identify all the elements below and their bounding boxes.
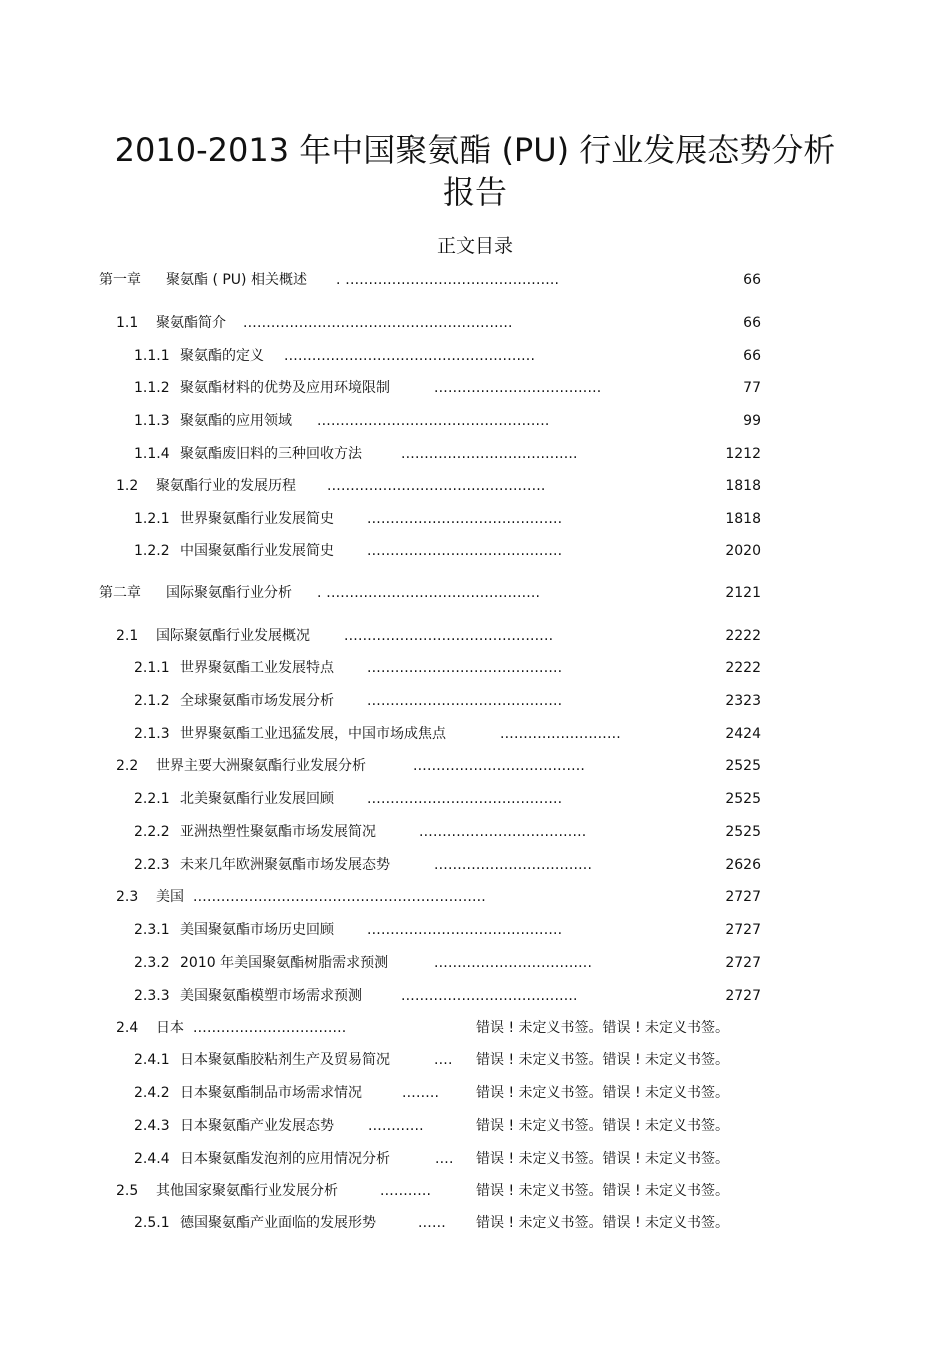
toc-page-number: 2222 — [725, 628, 761, 644]
toc-entry-number: 第一章 — [99, 272, 141, 288]
toc-page-number: 2525 — [725, 824, 761, 840]
toc-entry-number: 2.2 — [116, 758, 139, 774]
toc-entry[interactable] — [0, 1116, 950, 1136]
toc-leader-dots: ...................................... — [401, 988, 578, 1004]
toc-entry-number: 1.1.1 — [134, 348, 170, 364]
toc-entry[interactable] — [0, 1050, 950, 1070]
toc-entry-title: 聚氨酯简介 — [156, 315, 226, 331]
toc-entry-title: 日本聚氨酯发泡剂的应用情况分析 — [180, 1151, 390, 1167]
toc-entry-title: 德国聚氨酯产业面临的发展形势 — [180, 1215, 376, 1231]
toc-entry-title: 日本聚氨酯产业发展态势 — [180, 1118, 334, 1134]
toc-page-number: 2626 — [725, 857, 761, 873]
toc-page-number: 2323 — [725, 693, 761, 709]
toc-page-number: 1818 — [725, 478, 761, 494]
bookmark-error-text: 错误 ! 未定义书签。错误 ! 未定义书签。 — [476, 1085, 730, 1101]
toc-entry-title: 其他国家聚氨酯行业发展分析 — [156, 1183, 338, 1199]
toc-entry[interactable] — [0, 509, 950, 529]
toc-entry-title: 聚氨酯行业的发展历程 — [156, 478, 296, 494]
toc-entry-title: 世界聚氨酯工业发展特点 — [180, 660, 334, 676]
toc-entry[interactable] — [0, 541, 950, 561]
toc-leader-dots: .......................................... — [367, 791, 563, 807]
toc-entry[interactable] — [0, 626, 950, 646]
toc-entry-number: 2.4 — [116, 1020, 139, 1036]
toc-entry-number: 2.2.1 — [134, 791, 170, 807]
toc-entry[interactable] — [0, 1083, 950, 1103]
toc-leader-dots: .......................................................... — [243, 315, 513, 331]
toc-entry-title: 聚氨酯的应用领域 — [180, 413, 292, 429]
toc-leader-dots: ...... — [418, 1215, 446, 1231]
toc-entry-title: 中国聚氨酯行业发展简史 — [180, 543, 334, 559]
toc-entry-title: 国际聚氨酯行业分析 — [166, 585, 292, 601]
toc-leader-dots: .......................................... — [367, 693, 563, 709]
toc-page-number: 2727 — [725, 889, 761, 905]
toc-page-number: 2727 — [725, 955, 761, 971]
toc-chapter-entry[interactable] — [0, 270, 950, 290]
toc-page-number: 66 — [743, 272, 761, 288]
toc-entry-number: 1.1.4 — [134, 446, 170, 462]
bookmark-error-text: 错误 ! 未定义书签。错误 ! 未定义书签。 — [476, 1052, 730, 1068]
toc-page-number: 1818 — [725, 511, 761, 527]
toc-leader-dots: ........ — [402, 1085, 440, 1101]
toc-entry-title: 美国聚氨酯市场历史回顾 — [180, 922, 334, 938]
toc-entry[interactable] — [0, 920, 950, 940]
toc-leader-dots: ............................................. — [344, 628, 554, 644]
bookmark-error-text: 错误 ! 未定义书签。错误 ! 未定义书签。 — [476, 1118, 730, 1134]
toc-entry-title: 北美聚氨酯行业发展回顾 — [180, 791, 334, 807]
toc-entry[interactable] — [0, 1181, 950, 1201]
toc-entry-number: 2.3.1 — [134, 922, 170, 938]
toc-leader-dots: ............ — [368, 1118, 424, 1134]
toc-entry-number: 2.5.1 — [134, 1215, 170, 1231]
toc-leader-dots: ........... — [380, 1183, 432, 1199]
toc-page-number: 66 — [743, 348, 761, 364]
toc-leader-dots: .......................... — [500, 726, 621, 742]
toc-entry-number: 2.4.4 — [134, 1151, 170, 1167]
toc-entry-number: 2.1 — [116, 628, 139, 644]
bookmark-error-text: 错误 ! 未定义书签。错误 ! 未定义书签。 — [476, 1151, 730, 1167]
bookmark-error-text: 错误 ! 未定义书签。错误 ! 未定义书签。 — [476, 1183, 730, 1199]
toc-entry-number: 1.2.1 — [134, 511, 170, 527]
toc-entry-number: 2.3.3 — [134, 988, 170, 1004]
toc-entry-number: 2.2.2 — [134, 824, 170, 840]
toc-entry[interactable] — [0, 313, 950, 333]
toc-entry-number: 1.1 — [116, 315, 139, 331]
toc-entry-number: 1.1.3 — [134, 413, 170, 429]
toc-leader-dots: .......................................... — [367, 922, 563, 938]
toc-entry-number: 2.4.3 — [134, 1118, 170, 1134]
toc-entry[interactable] — [0, 691, 950, 711]
toc-entry-title: 日本聚氨酯制品市场需求情况 — [180, 1085, 362, 1101]
toc-heading: 正文目录 — [436, 235, 513, 257]
toc-entry-title: 聚氨酯材料的优势及应用环境限制 — [180, 380, 390, 396]
toc-entry-number: 2.4.2 — [134, 1085, 170, 1101]
toc-entry-number: 2.1.3 — [134, 726, 170, 742]
toc-entry-title: 聚氨酯 ( PU) 相关概述 — [166, 272, 307, 288]
toc-leader-dots: .... — [434, 1052, 453, 1068]
toc-leader-dots: .................................... — [434, 380, 602, 396]
toc-entry-title: 美国聚氨酯模塑市场需求预测 — [180, 988, 362, 1004]
toc-entry[interactable] — [0, 724, 950, 744]
toc-entry[interactable] — [0, 378, 950, 398]
toc-entry-number: 2.4.1 — [134, 1052, 170, 1068]
toc-entry-title: 亚洲热塑性聚氨酯市场发展简况 — [180, 824, 376, 840]
toc-entry-title: 日本 — [156, 1020, 184, 1036]
report-title-line2: 报告 — [442, 173, 507, 211]
toc-entry[interactable] — [0, 789, 950, 809]
toc-page-number: 2020 — [725, 543, 761, 559]
toc-page-number: 66 — [743, 315, 761, 331]
toc-leader-dots: ................................. — [193, 1020, 347, 1036]
toc-entry-number: 2.3 — [116, 889, 139, 905]
toc-leader-dots: .... — [435, 1151, 454, 1167]
toc-entry-title: 聚氨酯废旧料的三种回收方法 — [180, 446, 362, 462]
toc-entry-title: 世界聚氨酯行业发展简史 — [180, 511, 334, 527]
toc-entry-title: 未来几年欧洲聚氨酯市场发展态势 — [180, 857, 390, 873]
toc-entry[interactable] — [0, 953, 950, 973]
toc-entry-number: 1.2 — [116, 478, 139, 494]
toc-leader-dots: .................................... — [419, 824, 587, 840]
toc-entry-title: 聚氨酯的定义 — [180, 348, 264, 364]
toc-page-number: 2121 — [725, 585, 761, 601]
toc-page-number: 1212 — [725, 446, 761, 462]
toc-entry-title: 全球聚氨酯市场发展分析 — [180, 693, 334, 709]
toc-entry[interactable] — [0, 476, 950, 496]
toc-entry[interactable] — [0, 1149, 950, 1169]
toc-entry-title: 2010 年美国聚氨酯树脂需求预测 — [180, 955, 389, 971]
toc-entry-number: 2.1.1 — [134, 660, 170, 676]
toc-entry-number: 1.2.2 — [134, 543, 170, 559]
toc-entry[interactable] — [0, 756, 950, 776]
toc-entry[interactable] — [0, 411, 950, 431]
toc-entry[interactable] — [0, 855, 950, 875]
report-title-line1: 2010-2013 年中国聚氨酯 (PU) 行业发展态势分析 — [114, 131, 836, 169]
toc-entry[interactable] — [0, 444, 950, 464]
toc-leader-dots: . .............................................. — [317, 585, 541, 601]
toc-entry-title: 世界主要大洲聚氨酯行业发展分析 — [156, 758, 366, 774]
toc-page-number: 2222 — [725, 660, 761, 676]
toc-leader-dots: .......................................... — [367, 660, 563, 676]
toc-entry-title: 国际聚氨酯行业发展概况 — [156, 628, 310, 644]
toc-entry[interactable] — [0, 346, 950, 366]
toc-entry-title: 美国 — [156, 889, 184, 905]
toc-leader-dots: ...................................... — [401, 446, 578, 462]
toc-entry-number: 2.1.2 — [134, 693, 170, 709]
toc-page-number: 2525 — [725, 791, 761, 807]
toc-entry-number: 1.1.2 — [134, 380, 170, 396]
toc-entry-number: 2.3.2 — [134, 955, 170, 971]
bookmark-error-text: 错误 ! 未定义书签。错误 ! 未定义书签。 — [476, 1215, 730, 1231]
toc-page-number: 2424 — [725, 726, 761, 742]
toc-page-number: 2525 — [725, 758, 761, 774]
toc-chapter-entry[interactable] — [0, 583, 950, 603]
toc-page-number: 77 — [743, 380, 761, 396]
bookmark-error-text: 错误 ! 未定义书签。错误 ! 未定义书签。 — [476, 1020, 730, 1036]
toc-entry-number: 第二章 — [99, 585, 141, 601]
toc-page-number: 99 — [743, 413, 761, 429]
toc-entry-title: 日本聚氨酯胶粘剂生产及贸易简况 — [180, 1052, 390, 1068]
toc-entry[interactable] — [0, 658, 950, 678]
toc-leader-dots: .................................. — [434, 955, 593, 971]
toc-leader-dots: .......................................... — [367, 543, 563, 559]
toc-entry-title: 世界聚氨酯工业迅猛发展，中国市场成焦点 — [180, 726, 446, 742]
toc-entry[interactable] — [0, 1213, 950, 1233]
toc-leader-dots: ..................................... — [413, 758, 586, 774]
toc-entry[interactable] — [0, 822, 950, 842]
toc-leader-dots: .................................................. — [317, 413, 550, 429]
toc-entry-number: 2.2.3 — [134, 857, 170, 873]
toc-entry-number: 2.5 — [116, 1183, 139, 1199]
toc-entry[interactable] — [0, 887, 950, 907]
toc-leader-dots: .......................................... — [367, 511, 563, 527]
toc-leader-dots: ............................................... — [327, 478, 546, 494]
toc-page-number: 2727 — [725, 922, 761, 938]
toc-entry[interactable] — [0, 1018, 950, 1038]
toc-leader-dots: ...................................................... — [284, 348, 536, 364]
toc-leader-dots: .................................. — [434, 857, 593, 873]
toc-leader-dots: ............................................................... — [193, 889, 486, 905]
toc-leader-dots: . .............................................. — [336, 272, 560, 288]
toc-page-number: 2727 — [725, 988, 761, 1004]
toc-entry[interactable] — [0, 986, 950, 1006]
